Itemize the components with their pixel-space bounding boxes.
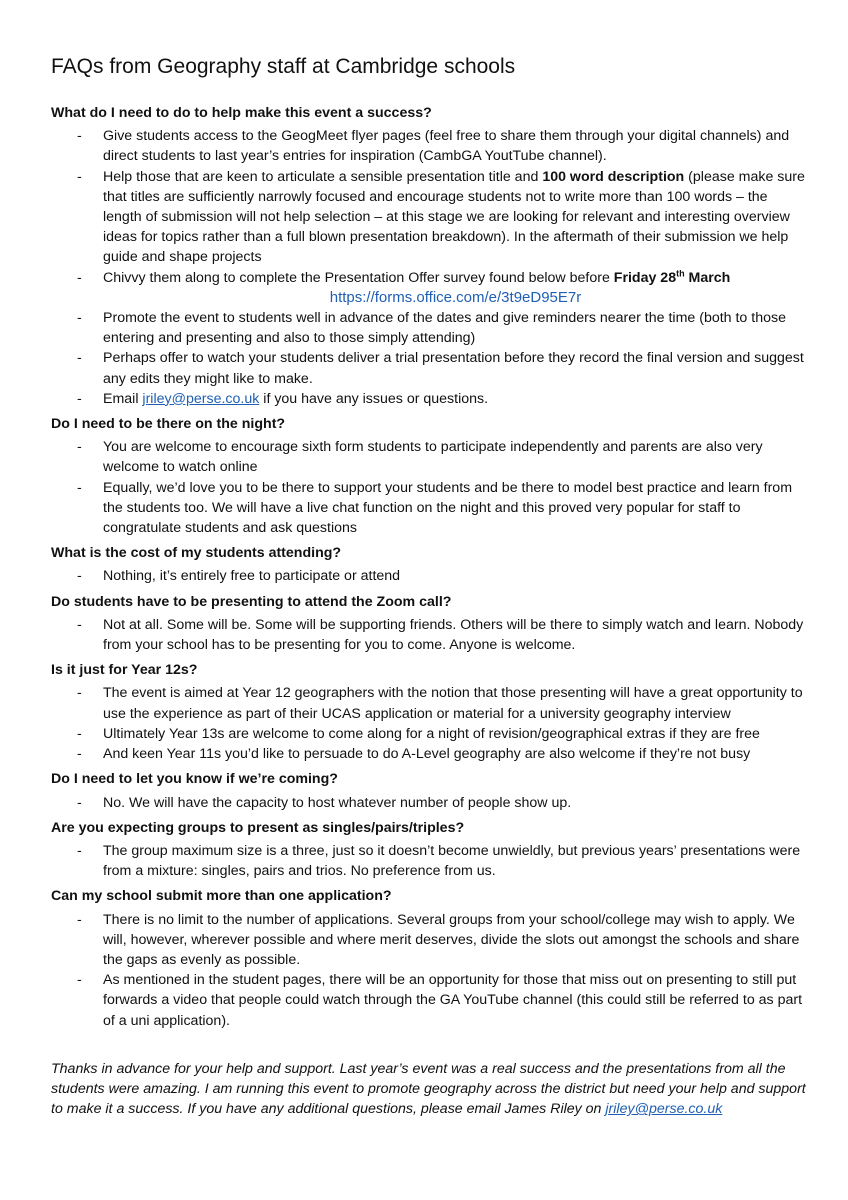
deadline-date <box>613 267 731 286</box>
page-title: FAQs from Geography staff at Cambridge schools <box>51 55 516 78</box>
list-item: - Equally, we’d love you to be there to support your students and be there to model best practice and learn from the students too. We will have a live chat function on the night and this proved very popular for staff to congratulate students and ask questions <box>51 478 808 539</box>
deadline-day: Friday 28 <box>613 269 677 286</box>
faq-question: Do students have to be presenting to attend the Zoom call? <box>51 593 452 610</box>
faq-question: What do I need to do to help make this event a success? <box>51 105 432 121</box>
list-item: - As mentioned in the student pages, there will be an opportunity for those that miss out on presenting to still put forwards a video that people could watch through the GA YouTube channel (this could still be referred to as part of a uni application). <box>51 970 808 1031</box>
deadline-month: March <box>684 269 731 286</box>
survey-link-line <box>103 288 808 308</box>
faq-question: Are you expecting groups to present as singles/pairs/triples? <box>51 819 465 836</box>
list-item <box>51 167 808 268</box>
item-text: Email <box>103 390 143 407</box>
faq-section-applications <box>51 886 808 1030</box>
faq-answer-list <box>51 841 808 881</box>
list-item: - Promote the event to students well in advance of the dates and give reminders nearer the time (both to those entering and presenting and also to those simply attending) <box>51 308 808 348</box>
list-item: - And keen Year 11s you’d like to persuade to do A-Level geography are also welcome if they’re not busy <box>51 744 808 764</box>
list-item: - Ultimately Year 13s are welcome to come along for a night of revision/geographical extras if they are free <box>51 724 808 744</box>
faq-answer-list <box>51 683 808 764</box>
faq-question: What is the cost of my students attending? <box>51 545 342 562</box>
faq-answer-list <box>51 615 808 655</box>
faq-question: Is it just for Year 12s? <box>51 662 198 679</box>
list-item: - Not at all. Some will be. Some will be supporting friends. Others will be there to simply watch and learn. Nobody from your school has to be presenting for you to come. Anyone is welcome. <box>51 615 808 655</box>
list-item: - The event is aimed at Year 12 geographers with the notion that those presenting will have a great opportunity to use the experience as part of their UCAS application or material for a university geography interview <box>51 683 808 723</box>
closing-note <box>51 1059 808 1120</box>
faq-answer-list <box>51 566 808 586</box>
bold-text: 100 word description <box>542 168 685 185</box>
faq-answer-list <box>51 793 808 813</box>
faq-answer-list <box>51 126 808 409</box>
faq-section-attendance <box>51 414 808 538</box>
list-item <box>51 389 808 409</box>
faq-question: Can my school submit more than one application? <box>51 888 392 905</box>
faq-answer-list <box>51 910 808 1031</box>
list-item: - Perhaps offer to watch your students deliver a trial presentation before they record the final version and suggest any edits they might like to make. <box>51 348 808 388</box>
faq-section-cost <box>51 543 808 586</box>
list-item: - Give students access to the GeogMeet flyer pages (feel free to share them through your digital channels) and direct students to last year’s entries for inspiration (CambGA YoutTube channel). <box>51 126 808 166</box>
footer-email-link[interactable]: jriley@perse.co.uk <box>605 1101 723 1118</box>
list-item: - No. We will have the capacity to host whatever number of people show up. <box>51 793 808 813</box>
survey-link[interactable]: https://forms.office.com/e/3t9eD95E7r <box>329 288 582 306</box>
faq-section-groups <box>51 818 808 882</box>
faq-section-zoom <box>51 592 808 656</box>
list-item: - You are welcome to encourage sixth form students to participate independently and parents are also very welcome to watch online <box>51 437 808 477</box>
faq-section-year12 <box>51 660 808 764</box>
faq-section-success <box>51 103 808 409</box>
item-text: Chivvy them along to complete the Presentation Offer survey found below before <box>103 269 614 286</box>
list-item: - There is no limit to the number of applications. Several groups from your school/college may wish to apply. We will, however, wherever possible and where merit deserves, divide the slots out amongst the schools and share the gaps as evenly as possible. <box>51 910 808 971</box>
item-text: (please make sure that titles are sufficiently narrowly focused and encourage students not to write more than 100 words – the length of submission will not help selection – at this stage we are looking for relevant and interesting overview ideas for topics rather than a full blown presentation breakdown). In the aftermath of their submission we help guide and shape projects <box>103 168 805 266</box>
closing-text: Thanks in advance for your help and support. Last year’s event was a real success and the presentations from all the students were amazing. I am running this event to promote geography across the district but need your help and support to make it a success. If you have any additional questions, please email James Riley on <box>51 1060 806 1118</box>
faq-section-rsvp <box>51 769 808 812</box>
list-item: - Nothing, it’s entirely free to participate or attend <box>51 566 808 586</box>
faq-question: Do I need to be there on the night? <box>51 416 286 433</box>
item-text: if you have any issues or questions. <box>259 390 489 407</box>
ordinal-suffix: th <box>676 267 685 278</box>
faq-question: Do I need to let you know if we’re coming? <box>51 771 338 788</box>
list-item: - The group maximum size is a three, just so it doesn’t become unwieldly, but previous years’ presentations were from a mixture: singles, pairs and trios. No preference from us. <box>51 841 808 881</box>
item-text: Help those that are keen to articulate a sensible presentation title and <box>103 168 543 185</box>
email-link[interactable]: jriley@perse.co.uk <box>142 390 260 407</box>
faq-answer-list <box>51 437 808 538</box>
list-item <box>51 268 808 308</box>
